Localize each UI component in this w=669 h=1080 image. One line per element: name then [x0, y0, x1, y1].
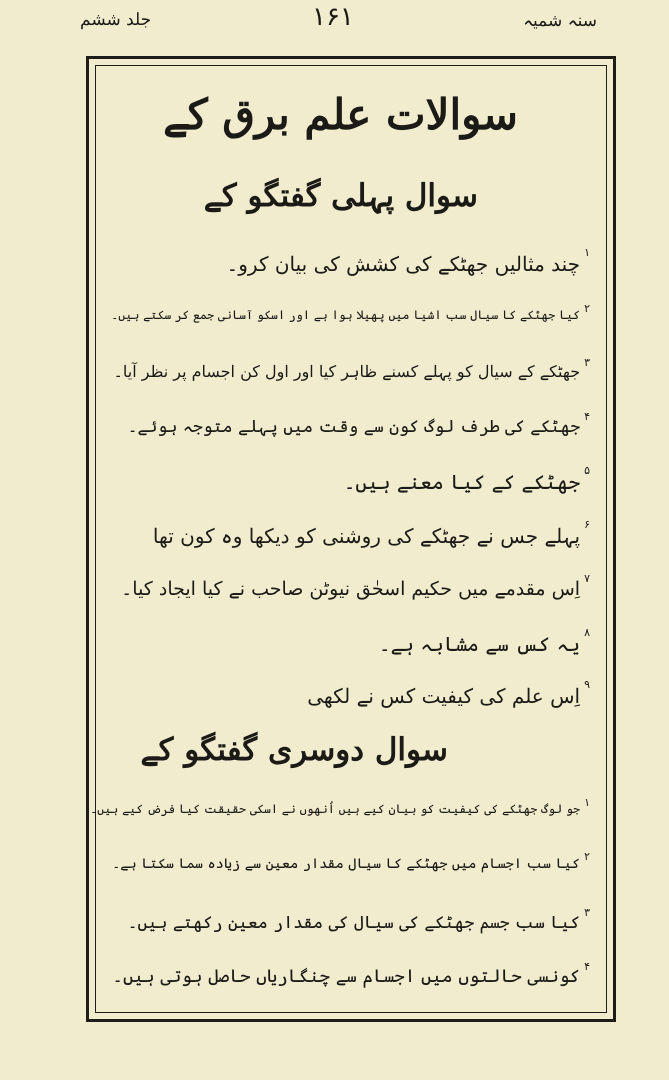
question-1-5 [343, 464, 590, 494]
question-1-7 [121, 572, 590, 600]
question-1-4 [127, 410, 590, 437]
question-1-1 [226, 246, 590, 276]
question-2-4 [112, 960, 590, 987]
question-number: ۲ [584, 850, 590, 863]
question-1-2 [111, 302, 590, 322]
question-text: اِس مقدمے میں حکیم اسحٰق نیوٹن صاحب نے کیا ایجاد کیا۔ [121, 578, 581, 600]
question-text: کیا سب اجسام میں جھٹکے کا سیال مقدار معین سے زیادہ سما سکتا ہے۔ [112, 856, 581, 872]
question-number: ۴ [584, 410, 590, 423]
question-number: ۳ [584, 356, 590, 369]
question-text: جو لوگ جھٹکے کی کیفیت کو بیان کیے ہیں اُنھوں نے اسکی حقیقت کیا فرض کیے ہیں۔ [90, 802, 581, 816]
question-number: ۸ [584, 626, 590, 639]
question-text: جھٹکے کے کیا معنے ہیں۔ [343, 470, 581, 494]
question-1-3 [113, 356, 590, 381]
page-title: سوالات علم برق کے [163, 90, 518, 139]
question-1-6 [152, 518, 590, 548]
section-heading-2: سوال دوسری گفتگو کے [140, 732, 448, 768]
question-text: کیا جھٹکے کا سیال سب اشیا میں پھیلا ہوا ہے اور اسکو آسانی جمع کر سکتے ہیں۔ [111, 308, 581, 322]
question-number: ۴ [584, 960, 590, 973]
question-text: اِس علم کی کیفیت کس نے لکھی [307, 684, 581, 708]
question-number: ۷ [584, 572, 590, 585]
running-head: سنہ شمیہ [523, 11, 597, 31]
page-content [90, 66, 598, 1010]
question-1-9 [307, 678, 590, 708]
question-number: ۲ [584, 302, 590, 315]
question-2-1 [90, 796, 590, 816]
question-1-8 [378, 626, 590, 656]
page-number: ۱۶۱ [312, 2, 354, 32]
question-number: ۵ [584, 464, 590, 477]
question-number: ۳ [584, 906, 590, 919]
question-text: یہ کس سے مشابہ ہے۔ [378, 632, 581, 656]
question-number: ۱ [584, 796, 590, 809]
question-text: جھٹکے کی طرف لوگ کون سے وقت میں پہلے متوجہ ہوئے۔ [127, 417, 581, 437]
question-text: جھٹکے کے سیال کو پہلے کسنے ظاہر کیا اور اول کن اجسام پر نظر آیا۔ [113, 362, 581, 381]
question-2-2 [112, 850, 590, 872]
question-text: چند مثالیں جھٹکے کی کشش کی بیان کرو۔ [226, 252, 581, 276]
section-heading-1: سوال پہلی گفتگو کے [203, 178, 478, 214]
question-text: کونسی حالتوں میں اجسام سے چنگاریاں حاصل ہوتی ہیں۔ [112, 966, 581, 987]
question-2-3 [127, 906, 590, 933]
question-number: ۱ [584, 246, 590, 259]
question-text: پہلے جس نے جھٹکے کی روشنی کو دیکھا وہ کون تھا [152, 524, 581, 548]
volume-label: جلد ششم [80, 10, 152, 30]
question-text: کیا سب جسم جھٹکے کی سیال کی مقدار معین رکھتے ہیں۔ [127, 913, 581, 933]
question-number: ۹ [584, 678, 590, 691]
question-number: ۶ [584, 518, 590, 531]
